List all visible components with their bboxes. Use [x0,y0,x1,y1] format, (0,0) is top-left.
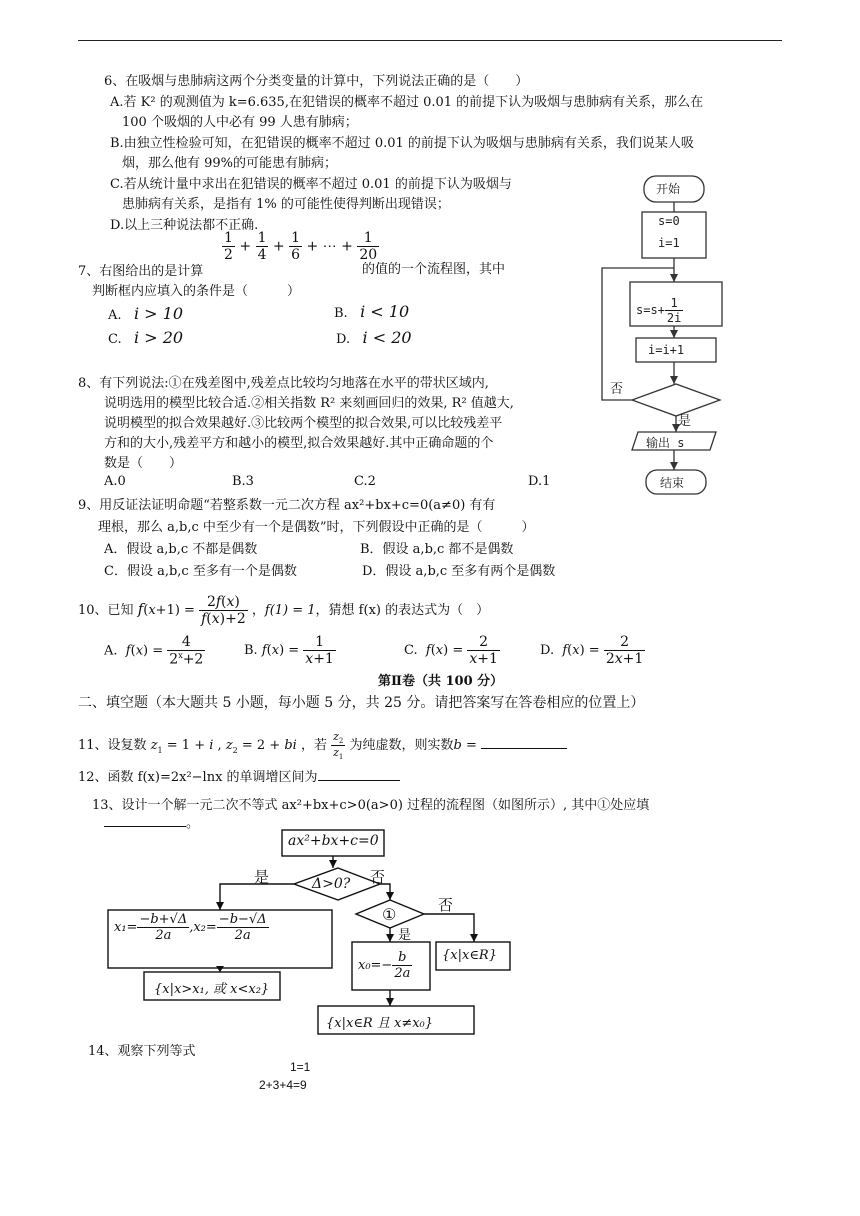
q13-line2: 。 [104,812,199,831]
q6-option-b-line1: B.由独立性检验可知，在犯错误的概率不超过 0.01 的前提下认为吸烟与患肺病有关系，我们说某人吸 [110,136,694,151]
q8-line4: 方和的大小,残差平方和越小的模型,拟合效果越好.其中正确命题的个 [104,436,494,451]
q9-line2: 理根，那么 a,b,c 中至少有一个是偶数”时，下列假设中正确的是（ ） [98,520,535,535]
q8-option-a: A.0 [104,474,126,489]
flowchart1-end: 结束 [660,476,685,490]
flowchart1-no-label: 否 [610,382,624,397]
q6-option-a-line1: A.若 K² 的观测值为 k=6.635,在犯错误的概率不超过 0.01 的前提下认为吸烟与患肺病有关系，那么在 [110,95,704,110]
q8-line2: 说明选用的模型比较合适.②相关指数 R² 来刻画回归的效果, R² 值越大, [104,396,514,411]
flowchart2-no-1: 否 [370,868,386,886]
q6-option-c-line1: C.若从统计量中求出在犯错误的概率不超过 0.01 的前提下认为吸烟与 [110,177,512,192]
flowchart1-init-i: i=1 [658,236,680,250]
q7-line2: 判断框内应填入的条件是（ ） [92,284,301,299]
q9-option-c: C．假设 a,b,c 至多有一个是偶数 [104,564,297,579]
q7-option-b: B. i < 10 [334,302,410,321]
flowchart1-yes-label: 是 [678,414,692,429]
q14-equation-1: 1=1 [290,1060,311,1074]
q6-option-b-line2: 烟，那么他有 99%的可能患有肺病； [122,156,338,171]
q9-line1: 9、用反证法证明命题“若整系数一元二次方程 ax²+bx+c=0(a≠0) 有有 [78,498,496,513]
q9-option-d: D．假设 a,b,c 至多有两个是偶数 [362,564,556,579]
fill-in-instructions: 二、填空题（本大题共 5 小题，每小题 5 分，共 25 分。请把答案写在答卷相应的位置上） [78,695,645,711]
flowchart2-solution-set-3: {x|x∈R 且 x≠x₀} [326,1016,434,1031]
q9-option-a: A．假设 a,b,c 不都是偶数 [104,542,258,557]
flowchart2-solution-set-1: {x|x>x₁, 或 x<x₂} [154,982,270,997]
q7-option-c: C. i > 20 [108,328,184,347]
q8-line1: 8、有下列说法:①在残差图中,残差点比较均匀地落在水平的带状区域内, [78,376,489,391]
q14-stem: 14、观察下列等式 [88,1044,196,1059]
q6-option-d: D.以上三种说法都不正确. [110,218,259,233]
flowchart2-no-2: 否 [438,896,454,914]
q10-option-d: D. f(x) = $\frac{2}{2x+1}$ [540,634,644,667]
q6-option-c-line2: 患肺病有关系，是指有 1% 的可能性使得判断出现错误； [122,197,450,212]
q7-tail: 的值的一个流程图，其中 [362,262,506,277]
flowchart2-yes-2: 是 [398,928,412,943]
q10-option-a: A. f(x) = $\frac{4}{2^x+2}$ [104,634,204,668]
q6-option-a-line2: 100 个吸烟的人中必有 99 人患有肺病； [122,115,358,130]
q8-line3: 说明模型的拟合效果越好.③比较两个模型的拟合效果,可以比较残差平 [104,416,503,431]
q14-equation-2: 2+3+4=9 [259,1078,307,1092]
flowchart2-solution-set-2: {x|x∈R} [442,948,497,963]
q7-option-d: D. i < 20 [336,328,412,347]
q12-stem: 12、函数 f(x)=2x²−lnx 的单调增区间为 [78,766,400,785]
flowchart2-x0: x₀=− $\frac{b}{2a}$ [358,950,411,981]
top-rule [78,40,782,41]
flowchart1-increment: i=i+1 [648,343,685,357]
q11-stem: 11、设复数 $z_1 = 1 + i$ , $z_2 = 2$ + bi ，若 $\frac{z_2}{z_1}$ 为纯虚数，则实数b = [78,730,567,761]
q10-option-b: B. f(x) = $\frac{1}{x+1}$ [244,634,334,667]
flowchart2-equation: ax²+bx+c=0 [288,833,379,849]
q8-option-c: C.2 [354,474,376,489]
q10-stem: 10、已知 f(x+1) = $\frac{2f(x)}{f(x)+2}$ ，f(1) = 1，猜想 f(x) 的表达式为（ ） [78,594,490,627]
flowchart1-output: 输出 s [646,436,685,450]
q13-line1: 13、设计一个解一元二次不等式 ax²+bx+c>0(a>0) 过程的流程图（如图所示）, 其中①处应填 [92,798,650,813]
flowchart2-delta-condition: Δ>0? [312,876,351,892]
q8-option-d: D.1 [528,474,551,489]
q7-sum-expression: $\frac{1}{2}$ + $\frac{1}{4}$ + $\frac{1}{6}$ + ⋯ + $\frac{1}{20}$ [224,230,378,263]
section-2-title: 第Ⅱ卷（共 100 分） [378,674,504,689]
q6-stem: 6、在吸烟与患肺病这两个分类变量的计算中，下列说法正确的是（ ） [104,74,529,89]
q7-lead: 7、右图给出的是计算 [78,264,204,279]
flowchart2-roots: x₁= $\frac{-b+√\Delta}{2a}$ ,x₂= $\frac{-b-√\Delta}{2a}$ [114,912,267,943]
flowchart2-blank-condition: ① [382,905,397,924]
flowchart1-start: 开始 [656,182,681,196]
flowchart1-update-s: s=s+ $\frac{1}{2i}$ [636,296,682,325]
q10-option-c: C. f(x) = $\frac{2}{x+1}$ [404,634,498,667]
q7-option-a: A. i > 10 [108,304,183,323]
q8-line5: 数是（ ） [104,456,183,471]
q9-option-b: B．假设 a,b,c 都不是偶数 [360,542,514,557]
q8-option-b: B.3 [232,474,254,489]
flowchart1-init-s: s=0 [658,214,680,228]
flowchart2-yes-1: 是 [254,868,270,886]
